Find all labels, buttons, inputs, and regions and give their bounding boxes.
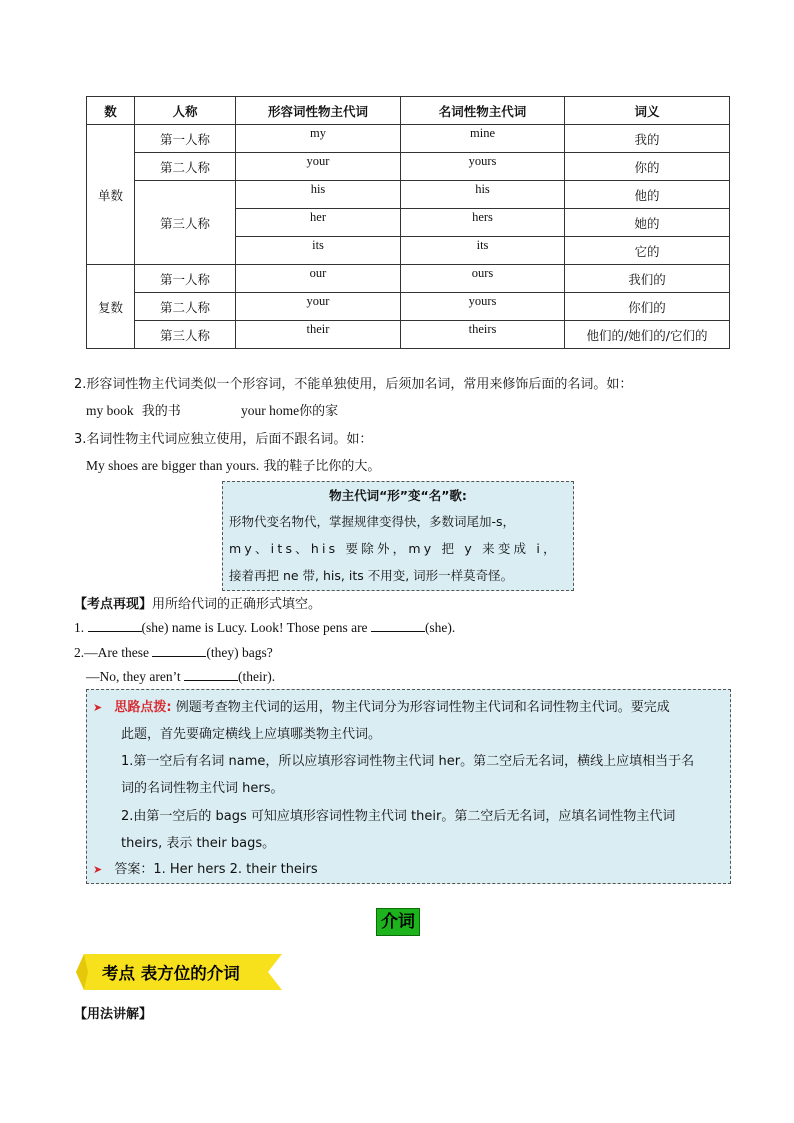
example-2b-en: your home bbox=[241, 403, 300, 418]
hint-line-3: 1.第一空后有名词 name，所以应填形容词性物主代词 her。第二空后无名词，横线上应填相当于名 bbox=[121, 754, 695, 769]
example-2a-en: my book bbox=[86, 403, 134, 418]
q1-blank-1[interactable] bbox=[88, 619, 142, 632]
exercise-header bbox=[74, 593, 321, 612]
cell-person: 第二人称 bbox=[135, 293, 236, 321]
answer-text: 答案：1. Her hers 2. their theirs bbox=[114, 862, 318, 877]
arrow-bullet-icon: ➤ bbox=[93, 863, 103, 876]
table-header-row bbox=[87, 97, 730, 125]
hint-line-6: theirs, 表示 their bags。 bbox=[121, 836, 276, 851]
header-person: 人称 bbox=[135, 97, 236, 125]
cell-person: 第一人称 bbox=[135, 265, 236, 293]
q2-text: 2.—Are these bbox=[74, 645, 153, 660]
topic-ribbon-text: 考点 表方位的介词 bbox=[102, 964, 240, 983]
possessive-pronoun-table bbox=[86, 96, 730, 349]
cell-adj: our bbox=[309, 266, 327, 280]
cell-meaning: 他们的/她们的/它们的 bbox=[565, 321, 730, 349]
hint-line-2: 此题，首先要确定横线上应填哪类物主代词。 bbox=[121, 727, 382, 742]
table-row bbox=[87, 125, 730, 153]
table-row bbox=[87, 321, 730, 349]
cell-noun: mine bbox=[470, 126, 495, 140]
example-2a-cn: 我的书 bbox=[141, 404, 181, 419]
example-2b-cn: 你的家 bbox=[299, 404, 339, 419]
hint-line-1 bbox=[93, 696, 670, 715]
cell-adj: its bbox=[312, 238, 324, 252]
q2-blank-1[interactable] bbox=[152, 644, 206, 657]
cell-adj: her bbox=[310, 210, 326, 224]
hint-line-4: 词的名词性物主代词 hers。 bbox=[121, 781, 284, 796]
song-line-3: 接着再把 ne 带, his, its 不用变, 词形一样莫奇怪。 bbox=[229, 568, 514, 583]
example-3 bbox=[86, 455, 380, 474]
q1-number: 1. bbox=[74, 620, 88, 635]
example-2b bbox=[241, 400, 338, 419]
usage-heading: 【用法讲解】 bbox=[74, 1007, 153, 1022]
hint-line-5: 2.由第一空后的 bags 可知应填形容词性物主代词 their。第二空后无名词，应填名词性物主代词 bbox=[121, 809, 676, 824]
cell-meaning: 它的 bbox=[565, 237, 730, 265]
cell-adj: his bbox=[310, 182, 326, 196]
cell-noun: yours bbox=[468, 294, 497, 308]
cell-noun: theirs bbox=[468, 322, 497, 336]
note-point-2: 2.形容词性物主代词类似一个形容词，不能单独使用，后须加名词，常用来修饰后面的名词。如： bbox=[74, 377, 633, 392]
cell-noun: hers bbox=[472, 210, 493, 224]
header-meaning: 词义 bbox=[565, 97, 730, 125]
cell-person: 第一人称 bbox=[135, 125, 236, 153]
question-2-reply bbox=[86, 668, 275, 685]
analysis-box bbox=[86, 689, 731, 884]
hint-text-1: 例题考查物主代词的运用，物主代词分为形容词性物主代词和名词性物主代词。要完成 bbox=[175, 700, 670, 715]
question-2 bbox=[74, 644, 273, 661]
song-line-1: 形物代变名物代，掌握规律变得快，多数词尾加-s， bbox=[229, 514, 516, 529]
cell-adj: my bbox=[310, 126, 326, 140]
table-row bbox=[87, 181, 730, 209]
example-3-en: My shoes are bigger than yours. bbox=[86, 458, 260, 473]
q2-end: (they) bags? bbox=[206, 645, 273, 660]
q1-blank-2[interactable] bbox=[371, 619, 425, 632]
table-row bbox=[87, 293, 730, 321]
cell-noun: ours bbox=[471, 266, 494, 280]
song-title: 物主代词“形”变“名”歌: bbox=[329, 488, 467, 503]
header-adjective-pronoun: 形容词性物主代词 bbox=[236, 97, 401, 125]
example-2 bbox=[86, 400, 181, 419]
question-1 bbox=[74, 619, 455, 636]
cell-meaning: 我的 bbox=[565, 125, 730, 153]
exercise-header-text: 用所给代词的正确形式填空。 bbox=[152, 597, 322, 612]
table-row bbox=[87, 153, 730, 181]
cell-meaning: 你们的 bbox=[565, 293, 730, 321]
plural-label: 复数 bbox=[87, 265, 135, 349]
table-row bbox=[87, 265, 730, 293]
cell-meaning: 我们的 bbox=[565, 265, 730, 293]
cell-adj: your bbox=[306, 154, 330, 168]
exercise-header-bracket: 【考点再现】 bbox=[74, 597, 153, 612]
answer-line bbox=[93, 858, 318, 877]
arrow-bullet-icon: ➤ bbox=[93, 701, 103, 714]
section-title-preposition: 介词 bbox=[376, 908, 420, 936]
cell-person: 第三人称 bbox=[135, 321, 236, 349]
q1-text: (she) name is Lucy. Look! Those pens are bbox=[141, 620, 371, 635]
q2-reply-text: —No, they aren’t bbox=[86, 669, 184, 684]
header-noun-pronoun: 名词性物主代词 bbox=[401, 97, 565, 125]
cell-meaning: 他的 bbox=[565, 181, 730, 209]
mnemonic-song-box bbox=[222, 481, 574, 591]
cell-adj: your bbox=[306, 294, 330, 308]
q2-blank-2[interactable] bbox=[184, 668, 238, 681]
cell-noun: his bbox=[475, 182, 490, 196]
q2-reply-end: (their). bbox=[237, 669, 276, 684]
cell-person: 第三人称 bbox=[135, 181, 236, 265]
cell-meaning: 你的 bbox=[565, 153, 730, 181]
cell-meaning: 她的 bbox=[565, 209, 730, 237]
cell-noun: its bbox=[476, 238, 489, 252]
note-point-3: 3.名词性物主代词应独立使用，后面不跟名词。如： bbox=[74, 432, 373, 447]
cell-person: 第二人称 bbox=[135, 153, 236, 181]
hint-label: 思路点拨: bbox=[114, 700, 172, 715]
header-number: 数 bbox=[87, 97, 135, 125]
song-line-2: my、its、his 要除外，my 把 y 来变成 i， bbox=[229, 541, 559, 556]
singular-label: 单数 bbox=[87, 125, 135, 265]
example-3-cn: 我的鞋子比你的大。 bbox=[263, 459, 381, 474]
cell-noun: yours bbox=[468, 154, 497, 168]
q1-end: (she). bbox=[424, 620, 456, 635]
cell-adj: their bbox=[306, 322, 330, 336]
